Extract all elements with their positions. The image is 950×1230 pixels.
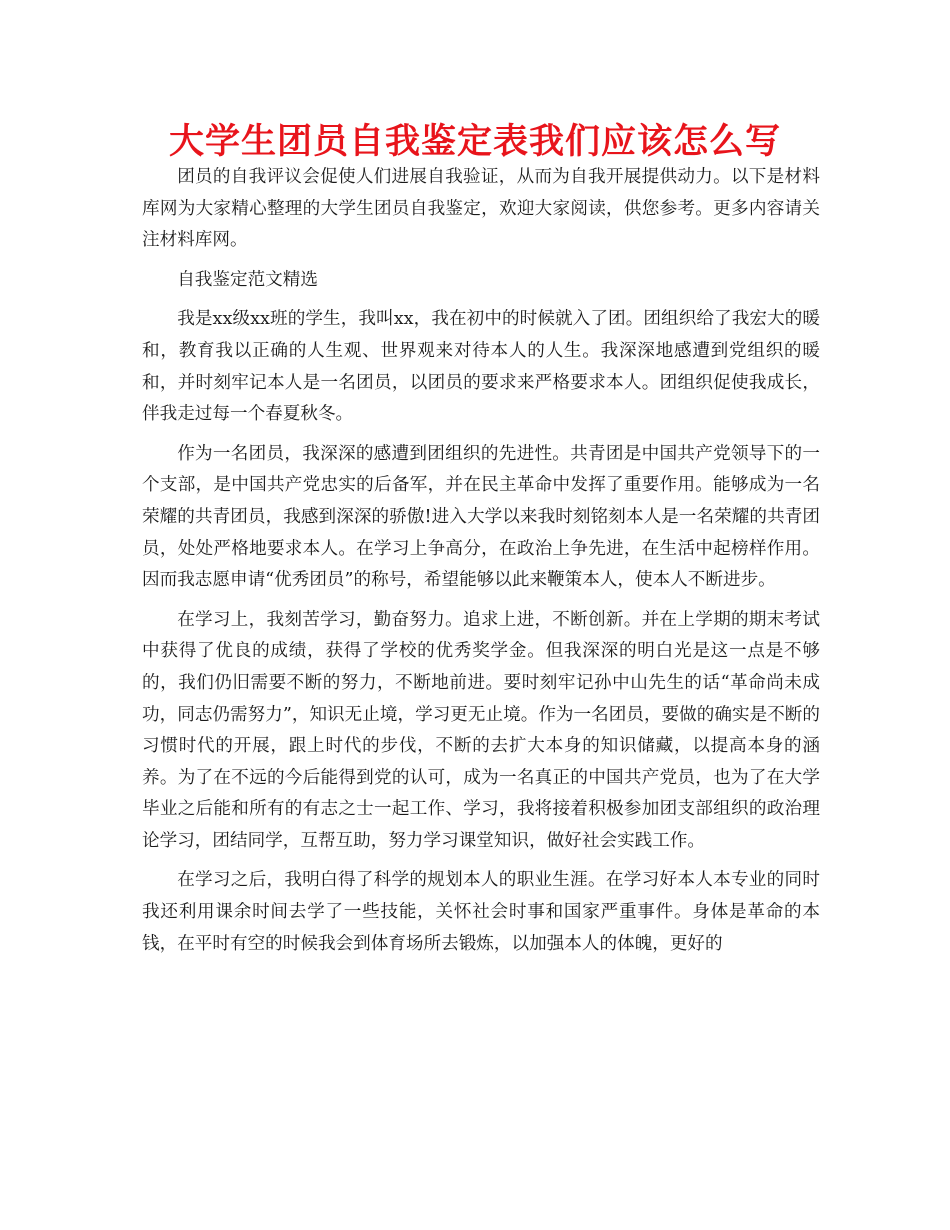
document-title: 大学生团员自我鉴定表我们应该怎么写 bbox=[168, 122, 781, 162]
document-body bbox=[142, 162, 820, 968]
paragraph-intro: 团员的自我评议会促使人们进展自我验证，从而为自我开展提供动力。以下是材料库网为大家精心整理的大学生团员自我鉴定，欢迎大家阅读，供您参考。更多内容请关注材料库网。 bbox=[142, 167, 820, 251]
paragraph: 在学习上，我刻苦学习，勤奋努力。追求上进，不断创新。并在上学期的期末考试中获得了优良的成绩，获得了学校的优秀奖学金。但我深深的明白光是这一点是不够的，我们仍旧需要不断的努力，不断地前进。要时刻牢记孙中山先生的话“革命尚未成功，同志仍需努力”，知识无止境，学习更无止境。作为一名团员，要做的确实是不断的习惯时代的开展，跟上时代的步伐，不断的去扩大本身的知识储藏，以提高本身的涵养。为了在不远的今后能得到党的认可，成为一名真正的中国共产党员，也为了在大学毕业之后能和所有的有志之士一起工作、学习，我将接着积极参加团支部组织的政治理论学习，团结同学，互帮互助，努力学习课堂知识，做好社会实践工作。 bbox=[142, 609, 820, 851]
paragraph: 作为一名团员，我深深的感遭到团组织的先进性。共青团是中国共产党领导下的一个支部，是中国共产党忠实的后备军，并在民主革命中发挥了重要作用。能够成为一名荣耀的共青团员，我感到深深的骄傲!进入大学以来我时刻铭刻本人是一名荣耀的共青团员，处处严格地要求本人。在学习上争高分，在政治上争先进，在生活中起榜样作用。因而我志愿申请“优秀团员”的称号，希望能够以此来鞭策本人，使本人不断进步。 bbox=[142, 443, 820, 591]
paragraph: 我是xx级xx班的学生，我叫xx，我在初中的时候就入了团。团组织给了我宏大的暖和，教育我以正确的人生观、世界观来对待本人的人生。我深深地感遭到党组织的暖和，并时刻牢记本人是一名团员，以团员的要求来严格要求本人。团组织促使我成长，伴我走过每一个春夏秋冬。 bbox=[142, 309, 820, 425]
paragraph: 在学习之后，我明白得了科学的规划本人的职业生涯。在学习好本人本专业的同时我还利用课余时间去学了一些技能，关怀社会时事和国家严重事件。身体是革命的本钱，在平时有空的时候我会到体育场所去锻炼，以加强本人的体魄，更好的 bbox=[142, 870, 820, 954]
paragraph-section-heading: 自我鉴定范文精选 bbox=[177, 269, 318, 290]
